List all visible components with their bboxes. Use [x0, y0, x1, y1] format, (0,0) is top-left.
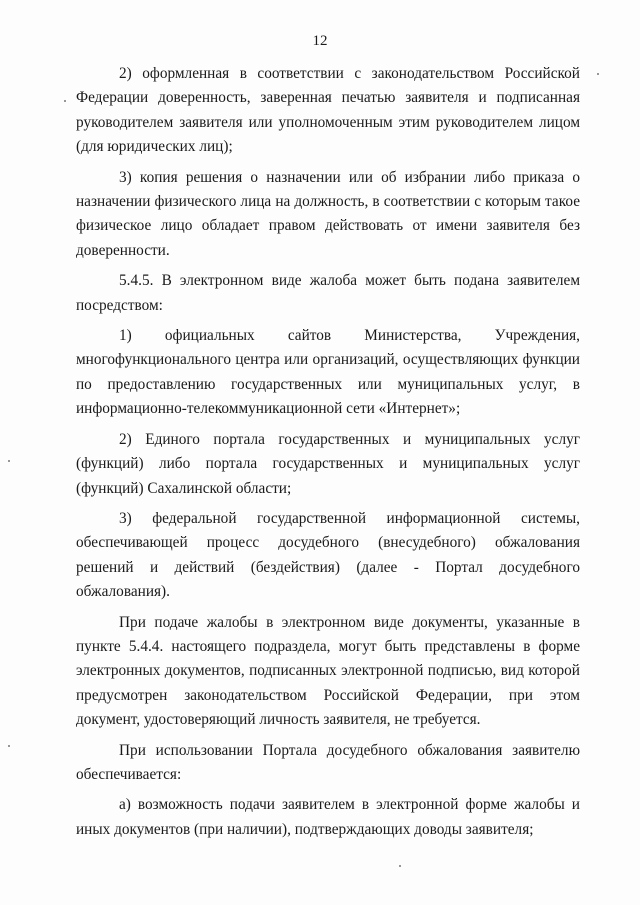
paragraph-portal-usage: При использовании Портала досудебного обжалования заявителю обеспечивается:: [76, 741, 580, 783]
document-body: [76, 62, 580, 842]
paragraph-5-4-5: 5.4.5. В электронном виде жалоба может быть подана заявителем посредством:: [76, 272, 580, 314]
scan-speck: [399, 865, 401, 867]
paragraph-sub-2: 2) Единого портала государственных и муниципальных услуг (функций) либо портала государственных и муниципальных услуг (функций) Сахалинской области;: [76, 430, 580, 497]
paragraph-electronic-submission: При подаче жалобы в электронном виде документы, указанные в пункте 5.4.4. настоящего подраздела, могут быть представлены в форме электронных документов, подписанных электронной подписью, вид которой предусмотрен законодательством Российской Федерации, при этом документ, удостоверяющий личность заявителя, не требуется.: [76, 613, 580, 729]
scan-speck: [597, 73, 599, 75]
scan-speck: [8, 745, 10, 747]
paragraph-item-3: 3) копия решения о назначении или об избрании либо приказа о назначении физического лица на должность, в соответствии с которым такое физическое лицо обладает правом действовать от имени заявителя без доверенности.: [76, 168, 580, 259]
paragraph-sub-1: 1) официальных сайтов Министерства, Учреждения, многофункционального центра или организаций, осуществляющих функции по предоставлению государственных или муниципальных услуг, в информационно-телекоммуникационной сети «Интернет»;: [76, 327, 580, 418]
paragraph-sub-a: а) возможность подачи заявителем в электронной форме жалобы и иных документов (при наличии), подтверждающих доводы заявителя;: [76, 796, 580, 838]
paragraph-item-2: 2) оформленная в соответствии с законодательством Российской Федерации доверенность, заверенная печатью заявителя и подписанная руководителем заявителя или уполномоченным этим руководителем лицом (для юридических лиц);: [76, 65, 580, 156]
scan-speck: [8, 460, 10, 462]
paragraph-sub-3: 3) федеральной государственной информационной системы, обеспечивающей процесс досудебного (внесудебного) обжалования решений и действий (бездействия) (далее - Портал досудебного обжалования).: [76, 509, 580, 601]
page-number: 12: [312, 33, 328, 49]
scan-speck: [64, 100, 66, 102]
